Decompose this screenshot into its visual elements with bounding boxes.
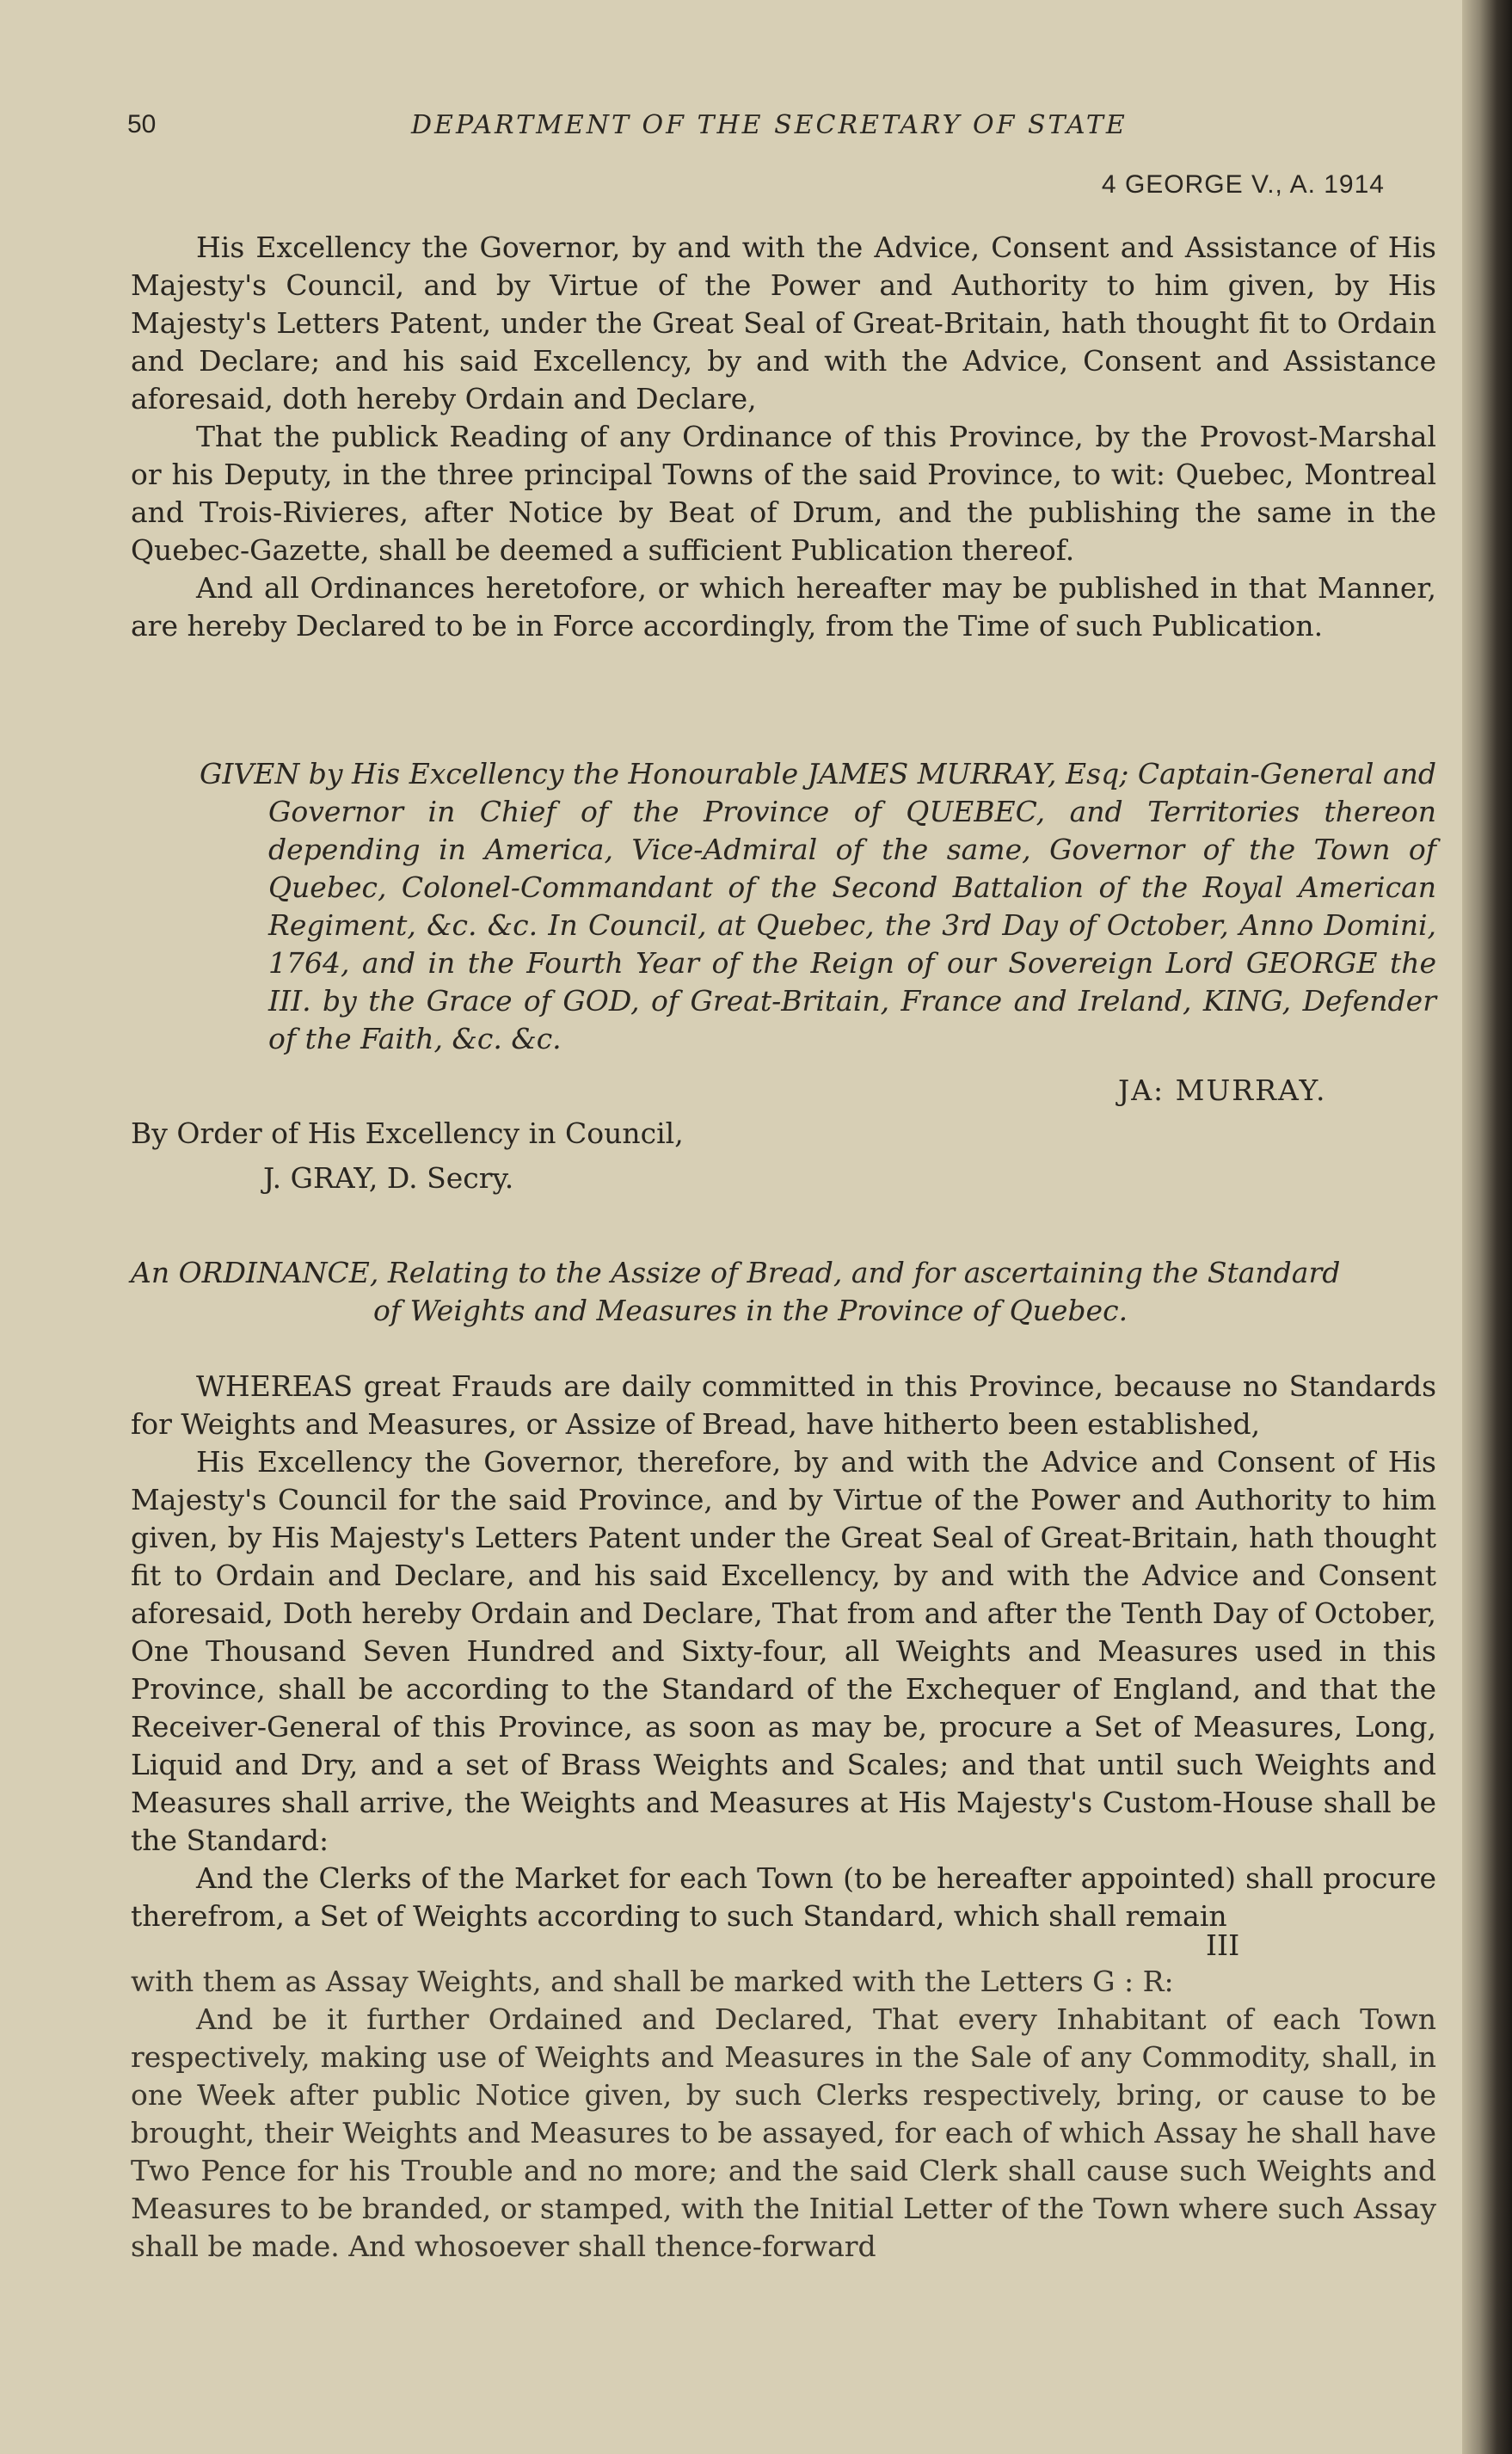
ordinance-body — [131, 1368, 1436, 1935]
signature: JA: MURRAY. — [1118, 1073, 1327, 1107]
ordinance-title — [131, 1254, 1436, 1330]
ordinance-title-line: An ORDINANCE, Relating to the Assize of Bread, and for ascertaining the Standard — [131, 1256, 1341, 1289]
paragraph: That the publick Reading of any Ordinance of this Province, by the Provost-Marshal or his Deputy, in the three principal Towns of the said Province, to wit: Quebec, Montreal and Trois-Rivieres, after Notice by Beat of Drum, and the publishing the same in the Quebec-Gazette, shall be deemed a sufficient Publication thereof. — [131, 420, 1436, 567]
paragraph: WHEREAS great Frauds are daily committed in this Province, because no Standards for Weights and Measures, or Assize of Bread, have hitherto been established, — [131, 1369, 1436, 1441]
paragraph: His Excellency the Governor, therefore, by and with the Advice and Consent of His Majesty's Council for the said Province, and by Virtue of the Power and Authority to him given, by His Majesty's Letters Patent under the Great Seal of Great-Britain, hath thought fit to Ordain and Declare, and his said Excellency, by and with the Advice and Consent aforesaid, Doth hereby Ordain and Declare, That from and after the Tenth Day of October, One Thousand Seven Hundred and Sixty-four, all Weights and Measures used in this Province, shall be according to the Standard of the Exchequer of England, and that the Receiver-General of this Province, as soon as may be, procure a Set of Measures, Long, Liquid and Dry, and a set of Brass Weights and Scales; and that until such Weights and Measures shall arrive, the Weights and Measures at His Majesty's Custom-House shall be the Standard: — [131, 1445, 1436, 1857]
book-binding — [1462, 0, 1512, 2454]
paragraph: His Excellency the Governor, by and with the Advice, Consent and Assistance of His Majesty's Council, and by Virtue of the Power and Authority to him given, by His Majesty's Letters Patent, under the Great Seal of Great-Britain, hath thought fit to Ordain and Declare; and his said Excellency, by and with the Advice, Consent and Assistance aforesaid, doth hereby Ordain and Declare, — [131, 231, 1436, 415]
order-line: By Order of His Excellency in Council, — [131, 1116, 684, 1150]
session-label: 4 GEORGE V., A. 1914 — [1101, 170, 1385, 199]
page-header — [127, 110, 1435, 145]
paragraph: And be it further Ordained and Declared, That every Inhabitant of each Town respectively, making use of Weights and Measures in the Sale of any Commodity, shall, in one Week after public Notice given, by such Clerks respectively, bring, or cause to be brought, their Weights and Measures to be assayed, for each of which Assay he shall have Two Pence for his Trouble and no more; and the said Clerk shall cause such Weights and Measures to be branded, or stamped, with the Initial Letter of the Town where such Assay shall be made. And whosoever shall thence-forward — [131, 2002, 1436, 2263]
paragraph: And all Ordinances heretofore, or which hereafter may be published in that Manner, are hereby Declared to be in Force accordingly, from the Time of such Publication. — [131, 571, 1436, 643]
given-clause: GIVEN by His Excellency the Honourable JAMES MURRAY, Esq; Captain-General and Governor in Chief of the Province of QUEBEC, and Territories thereon depending in America, Vice-Admiral of the same, Governor of the Town of Quebec, Colonel-Commandant of the Second Battalion of the Royal American Regiment, &c. &c. In Council, at Quebec, the 3rd Day of October, Anno Domini, 1764, and in the Fourth Year of the Reign of our Sovereign Lord GEORGE the III. by the Grace of GOD, of Great-Britain, France and Ireland, KING, Defender of the Faith, &c. &c. — [200, 757, 1436, 1055]
marks-superscript: III — [1206, 1928, 1240, 1962]
paragraph: with them as Assay Weights, and shall be marked with the Letters G : R: — [131, 1965, 1174, 1998]
ordinance-continuation — [131, 1963, 1436, 2266]
page-number: 50 — [127, 110, 157, 138]
opening-paragraphs — [131, 229, 1436, 645]
secretary-line: J. GRAY, D. Secry. — [263, 1161, 514, 1195]
paragraph: And the Clerks of the Market for each Town (to be hereafter appointed) shall procure therefrom, a Set of Weights according to such Standard, which shall remain — [131, 1861, 1436, 1933]
ordinance-title-line: of Weights and Measures in the Province of Quebec. — [373, 1294, 1128, 1327]
running-head: DEPARTMENT OF THE SECRETARY OF STATE — [411, 110, 1128, 140]
